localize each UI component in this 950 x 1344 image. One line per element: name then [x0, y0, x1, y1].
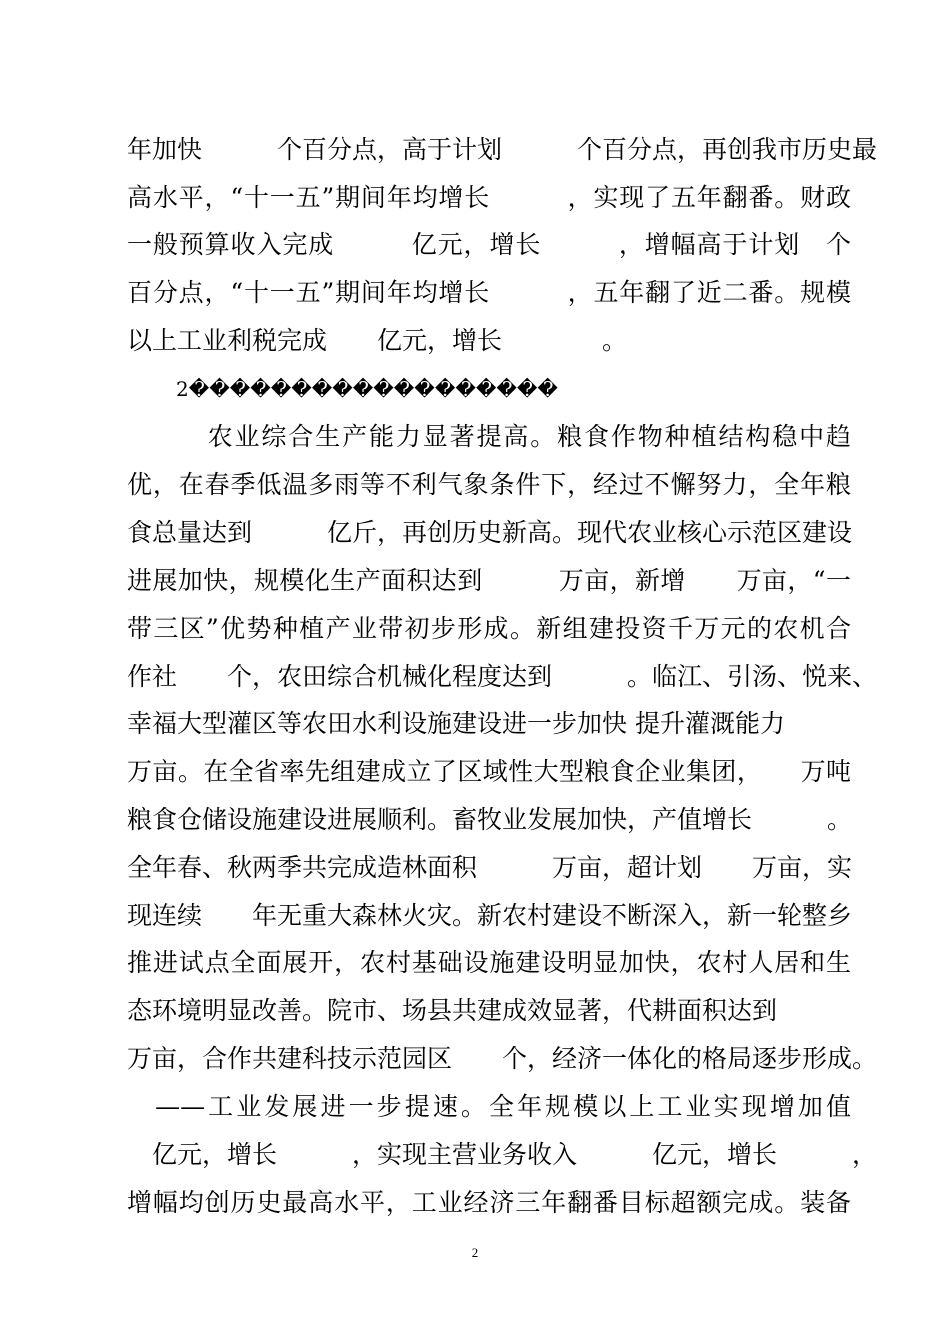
body-text-line: 百分点，“十一五”期间年均增长 ，五年翻了近二番。规模 — [127, 278, 851, 307]
body-text-line: 万亩，合作共建科技示范园区 个，经济一体化的格局逐步形成。 — [127, 1044, 878, 1073]
body-text-line: 带三区”优势种植产业带初步形成。新组建投资千万元的农机合 — [127, 614, 851, 643]
body-text-line: 全年春、秋两季共完成造林面积 万亩，超计划 万亩，实 — [127, 853, 853, 882]
body-text-line: 态环境明显改善。院市、场县共建成效显著，代耕面积达到 — [127, 996, 778, 1025]
body-text-line: 高水平，“十一五”期间年均增长 ，实现了五年翻番。财政 — [127, 183, 851, 212]
page-number: 2 — [471, 1245, 479, 1260]
body-text-line: 作社 个，农田综合机械化程度达到 。临江、引汤、悦来、 — [127, 662, 878, 691]
body-text-line: 增幅均创历史最高水平，工业经济三年翻番目标超额完成。装备 — [127, 1188, 851, 1217]
body-text-line: 年加快 个百分点，高于计划 个百分点，再创我市历史最 — [127, 135, 878, 164]
body-text-line: 亿元，增长 ，实现主营业务收入 亿元，增长 ， — [127, 1140, 878, 1169]
body-text-line: ——工业发展进一步提速。全年规模以上工业实现增加值 — [127, 1092, 851, 1121]
body-text-line: 食总量达到 亿斤，再创历史新高。现代农业核心示范区建设 — [127, 518, 853, 547]
body-text-line: 优，在春季低温多雨等不利气象条件下，经过不懈努力，全年粮 — [127, 470, 851, 499]
body-text-line: 一般预算收入完成 亿元，增长 ，增幅高于计划 个 — [127, 230, 851, 259]
body-text-line: 推进试点全面展开，农村基础设施建设明显加快，农村人居和生 — [127, 948, 851, 977]
body-text-line: 万亩。在全省率先组建成立了区域性大型粮食企业集团， 万吨 — [127, 757, 851, 786]
body-text-line: 以上工业利税完成 亿元，增长 。 — [127, 326, 628, 355]
body-text-line: 粮食仓储设施建设进展顺利。畜牧业发展加快，产值增长 。 — [127, 805, 853, 834]
body-text-line: 农业综合生产能力显著提高。粮食作物种植结构稳中趋 — [127, 422, 851, 451]
body-text-line: 现连续 年无重大森林火灾。新农村建设不断深入，新一轮整乡 — [127, 901, 853, 930]
section-heading-garbled: 2������������������ — [176, 377, 558, 401]
body-text-line: 进展加快，规模化生产面积达到 万亩，新增 万亩，“一 — [127, 566, 851, 595]
body-text-line: 幸福大型灌区等农田水利设施建设进一步加快 提升灌溉能力 — [127, 709, 785, 738]
